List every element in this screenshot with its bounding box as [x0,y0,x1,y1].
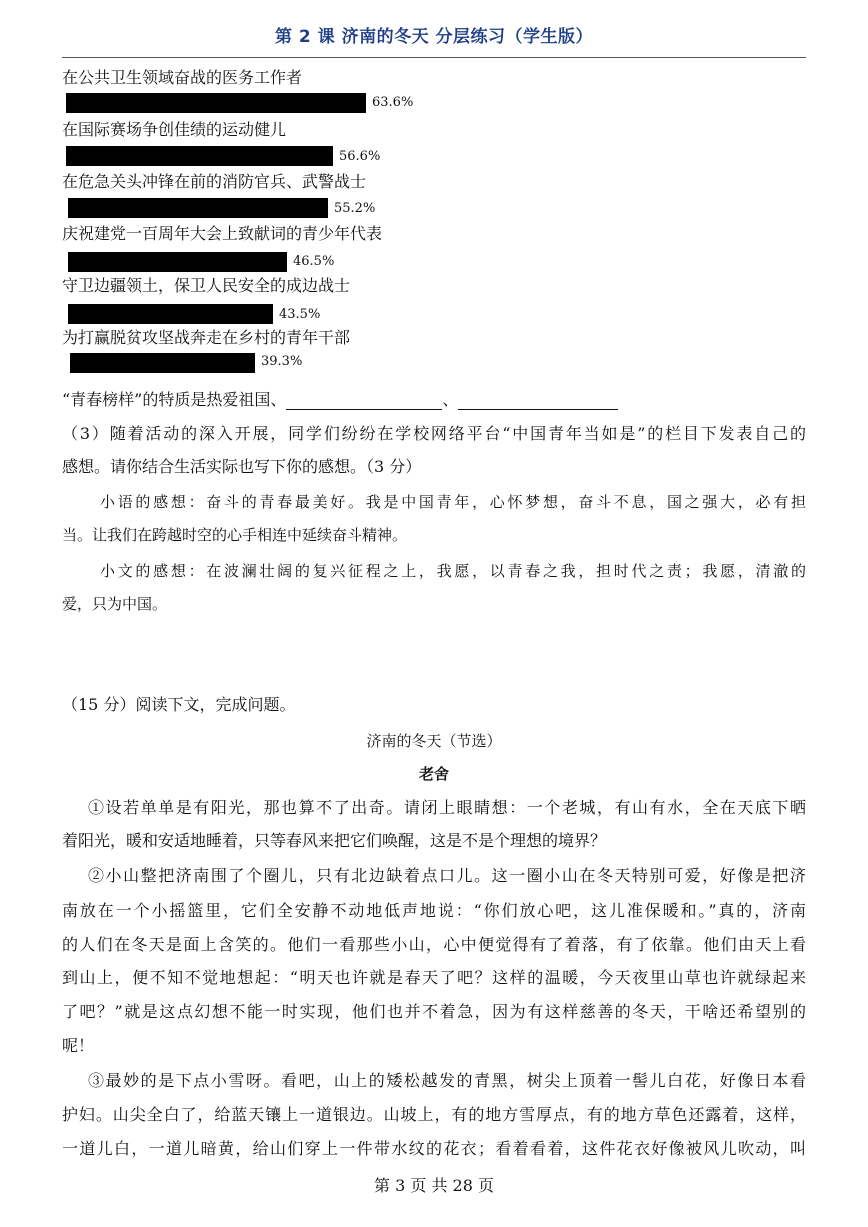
answer-blank-1[interactable] [286,393,442,410]
chart-value-label: 56.6% [339,149,381,164]
chart-category-label: 庆祝建党一百周年大会上致献词的青少年代表 [62,224,383,243]
paragraph-3-line: 护妇。山尖全白了，给蓝天镶上一道银边。山坡上，有的地方雪厚点，有的地方草色还露着，这样， [62,1105,806,1124]
question-3-line: 感想。请你结合生活实际也写下你的感想。（3 分） [62,457,422,476]
paragraph-3-line: 一道儿白，一道儿暗黄，给山们穿上一件带水纹的花衣；看着看着，这件花衣好像被风儿吹动，叫 [62,1139,806,1158]
chart-category-label: 在危急关头冲锋在前的消防官兵、武警战士 [62,172,367,191]
article-title: 济南的冬天（节选） [366,732,502,750]
paragraph-2-line: 的人们在冬天是面上含笑的。他们一看那些小山，心中便觉得有了着落，有了依靠。他们由天上看 [62,935,806,954]
question-3-line: （3）随着活动的深入开展，同学们纷纷在学校网络平台“中国青年当如是”的栏目下发表自己的 [62,424,806,443]
chart-bar [70,353,255,373]
xiaowen-thoughts-line: 小文的感想：在波澜壮阔的复兴征程之上，我愿，以青春之我，担时代之责；我愿，清澈的 [100,562,806,580]
chart-category-label: 在公共卫生领域奋战的医务工作者 [62,68,303,87]
chart-category-label: 守卫边疆领土，保卫人民安全的成边战士 [62,276,351,295]
xiaoyu-thoughts-line: 小语的感想：奋斗的青春最美好。我是中国青年，心怀梦想，奋斗不息，国之强大，必有担 [100,493,806,511]
page-number-footer: 第 3 页 共 28 页 [374,1176,494,1195]
chart-value-label: 55.2% [334,201,376,216]
chart-value-label: 39.3% [261,354,303,369]
header-divider [62,57,806,58]
fill-in-prefix: “青春榜样”的特质是热爱祖国、 [62,390,287,409]
page-header-title: 第 2 课 济南的冬天 分层练习（学生版） [274,27,593,47]
paragraph-2-line: ②小山整把济南围了个圈儿，只有北边缺着点口儿。这一圈小山在冬天特别可爱，好像是把济 [88,866,806,885]
chart-bar [66,146,333,166]
chart-value-label: 63.6% [372,95,414,110]
paragraph-2-line: 南放在一个小摇篮里，它们全安静不动地低声地说：“你们放心吧，这儿准保暖和。”真的，济南 [62,901,806,920]
chart-value-label: 43.5% [279,307,321,322]
chart-category-label: 在国际赛场争创佳绩的运动健儿 [62,120,287,139]
paragraph-2-line: 了吧？”就是这点幻想不能一时实现，他们也并不着急，因为有这样慈善的冬天，干啥还希望别的 [62,1002,806,1021]
fill-in-question [62,390,618,410]
chart-bar [68,252,287,272]
paragraph-2-line: 到山上，便不知不觉地想起：“明天也许就是春天了吧？这样的温暖，今天夜里山草也许就绿起来 [62,968,806,987]
paragraph-1-line: 着阳光，暖和安适地睡着，只等春风来把它们唤醒，这是不是个理想的境界？ [62,831,607,850]
paragraph-3-line: ③最妙的是下点小雪呀。看吧，山上的矮松越发的青黑，树尖上顶着一髻儿白花，好像日本看 [88,1071,806,1090]
answer-blank-2[interactable] [458,393,618,410]
chart-value-label: 46.5% [293,254,335,269]
xiaoyu-thoughts-line: 当。让我们在跨越时空的心手相连中延续奋斗精神。 [62,526,408,544]
chart-bar [68,198,328,218]
chart-category-label: 为打赢脱贫攻坚战奔走在乡村的青年干部 [62,328,351,347]
fill-in-separator: 、 [442,390,459,409]
xiaowen-thoughts-line: 爱，只为中国。 [62,595,168,613]
paragraph-1-line: ①设若单单是有阳光，那也算不了出奇。请闭上眼睛想：一个老城，有山有水，全在天底下晒 [88,798,806,817]
reading-instruction: （15 分）阅读下文，完成问题。 [62,695,296,714]
chart-bar [66,93,366,113]
paragraph-2-line: 呢！ [62,1036,95,1055]
chart-bar [68,304,273,324]
article-author: 老舍 [418,765,449,783]
